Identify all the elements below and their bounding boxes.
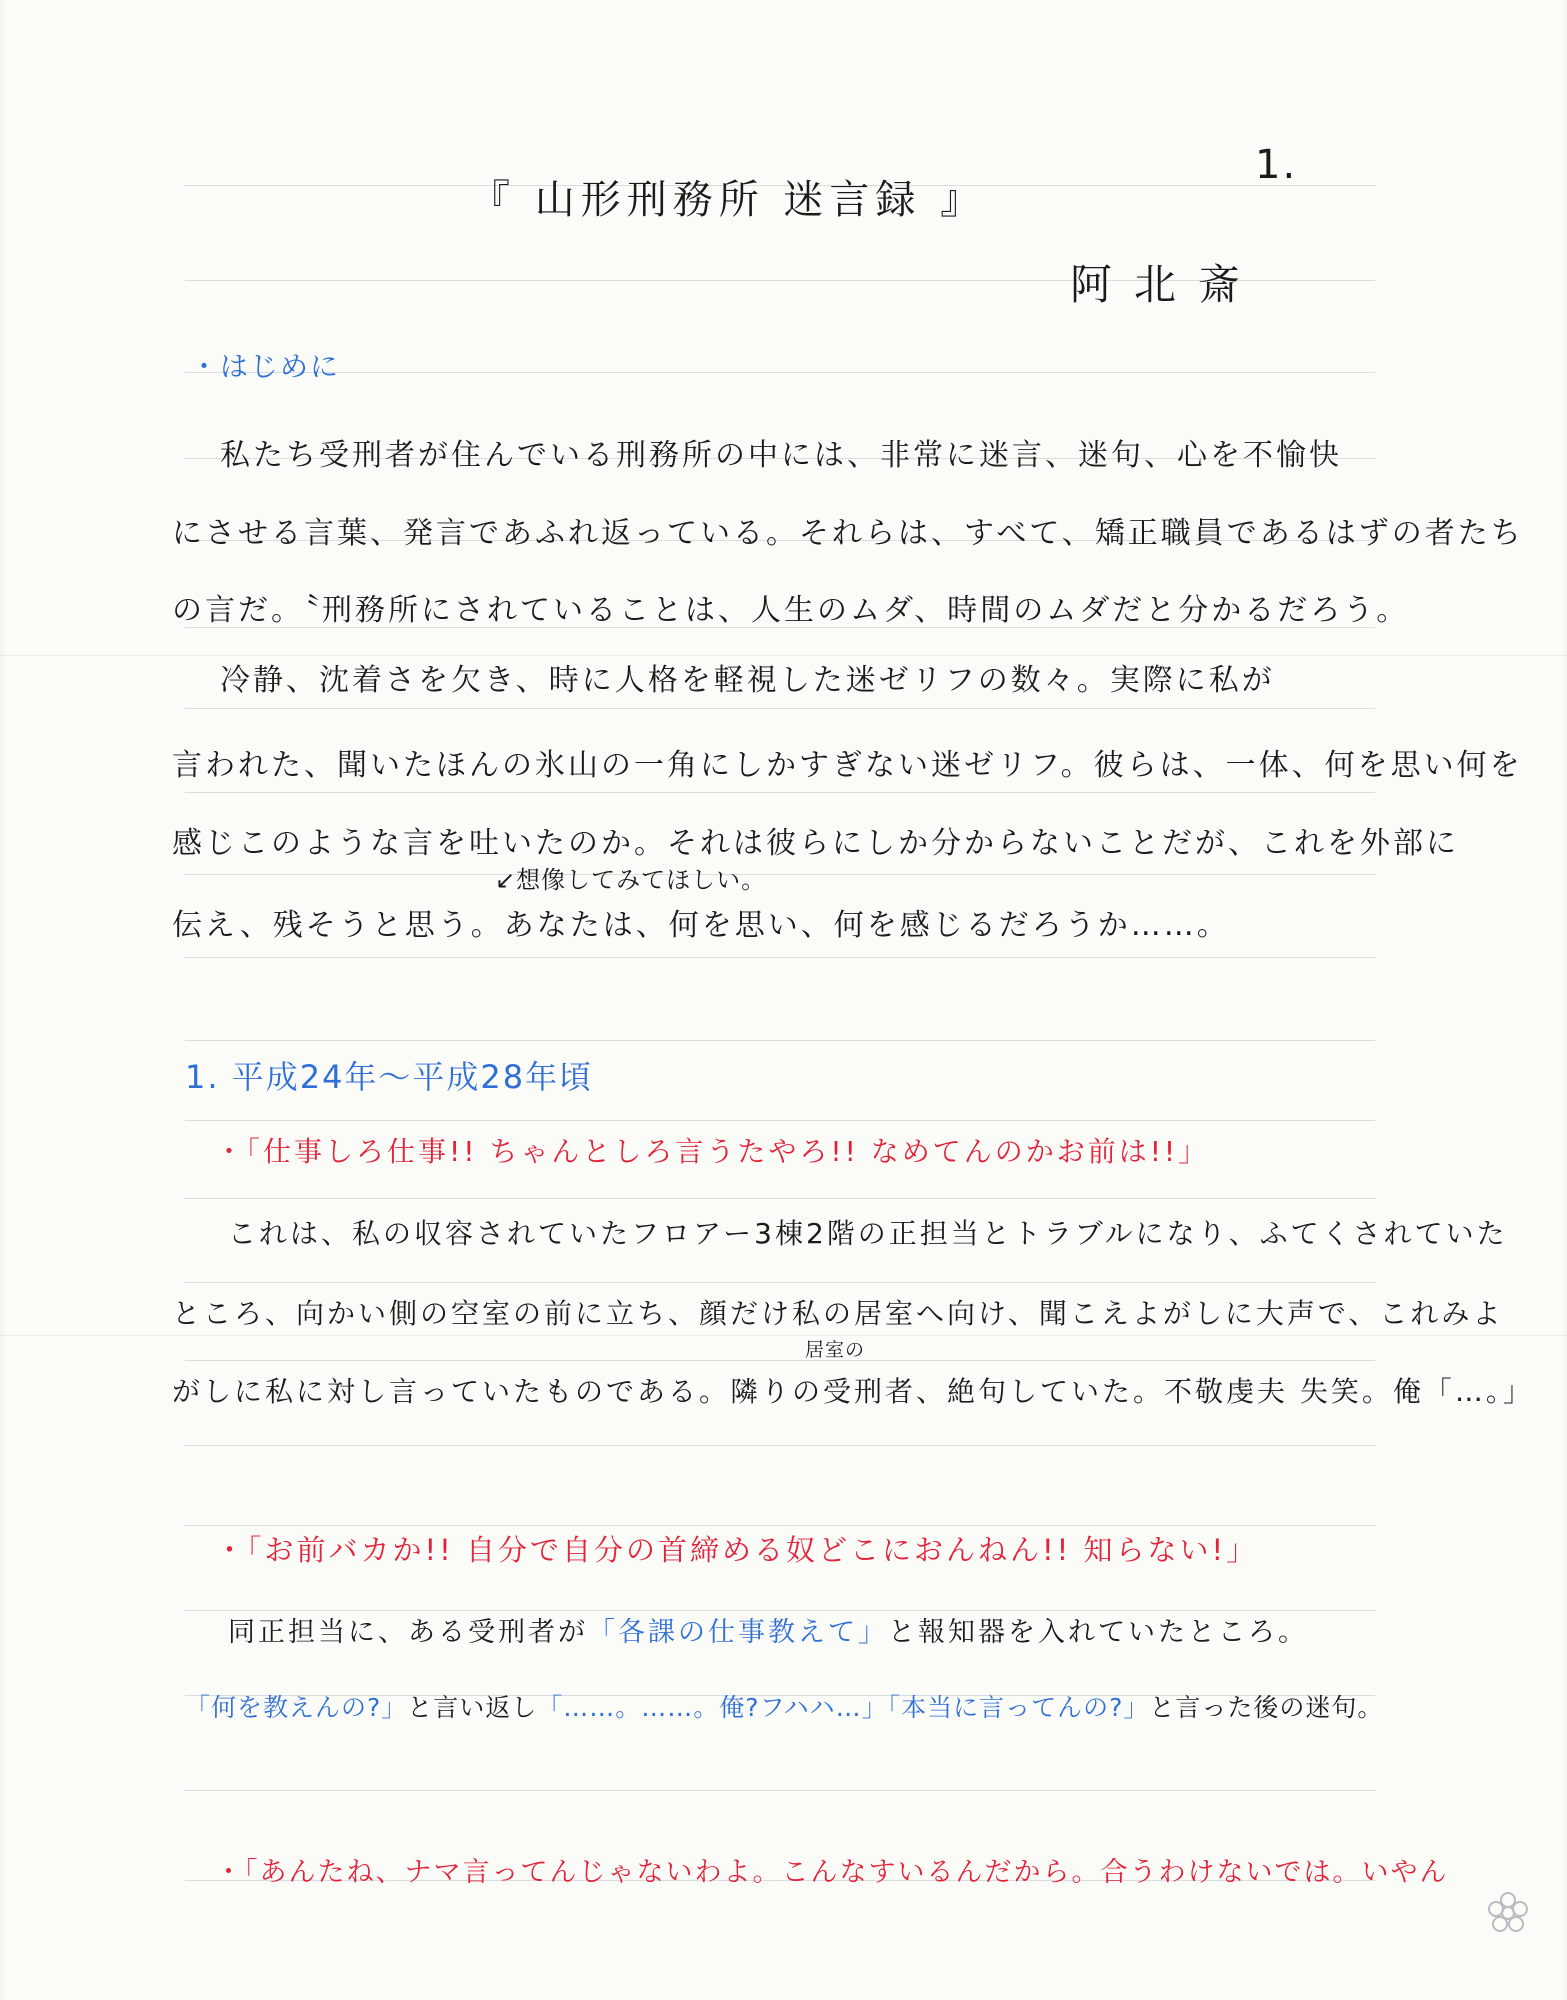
- quote-red: ・「あんたね、ナマ言ってんじゃないわよ。こんなすいるんだから。合うわけないでは。いやん: [215, 1857, 1449, 1888]
- mixed-line: [185, 1688, 1383, 1724]
- inserted-note: ↙想像してみてほしい。: [495, 866, 767, 894]
- body-text: 同正担当に、ある受刑者が: [228, 1617, 588, 1648]
- quote-red: ・「お前バカか!! 自分で自分の首締める奴どこにおんねん!! 知らない!」: [215, 1533, 1259, 1567]
- intro-line: にさせる言葉、発言であふれ返っている。それらは、すべて、矯正職員であるはずの者たち: [172, 516, 1524, 551]
- quote-red: ・「仕事しろ仕事!! ちゃんとしろ言うたやろ!! なめてんのかお前は!!」: [215, 1135, 1210, 1168]
- quote-blue: 「……。……。俺?フハハ…」: [537, 1693, 888, 1722]
- intro-line: 私たち受刑者が住んでいる刑務所の中には、非常に迷言、迷句、心を不愉快: [220, 438, 1342, 473]
- paper-fold-line: [0, 1335, 1567, 1336]
- intro-line: 言われた、聞いたほんの氷山の一角にしかすぎない迷ゼリフ。彼らは、一体、何を思い何を: [172, 748, 1523, 783]
- mixed-line: [228, 1610, 1308, 1649]
- author-name: 阿北斎: [1070, 260, 1263, 309]
- document-title: 『 山形刑務所 迷言録 』: [470, 177, 987, 223]
- intro-heading: ・はじめに: [190, 350, 341, 383]
- intro-line: 伝え、残そうと思う。あなたは、何を思い、何を感じるだろうか……。: [172, 908, 1230, 943]
- page-number: 1.: [1255, 142, 1298, 188]
- inserted-note: 居室の: [805, 1339, 866, 1361]
- quote-blue: 「本当に言ってんの?」: [887, 1693, 1150, 1722]
- body-text: と言い返し: [407, 1693, 538, 1722]
- quote-blue: 「何を教えんの?」: [185, 1693, 408, 1722]
- flower-stamp-icon: [1480, 1885, 1536, 1941]
- quote-blue: 「各課の仕事教えて」: [588, 1617, 888, 1648]
- intro-line: の言だ。〝刑務所にされていることは、人生のムダ、時間のムダだと分かるだろう。: [172, 593, 1410, 628]
- body-line: がしに私に対し言っていたものである。隣りの受刑者、絶句していた。不敬虔夫 失笑。俺「…。」: [172, 1375, 1534, 1408]
- intro-line: 感じこのような言を吐いたのか。それは彼らにしか分からないことだが、これを外部に: [172, 826, 1459, 861]
- body-text: と報知器を入れていたところ。: [888, 1617, 1308, 1648]
- intro-line: 冷静、沈着さを欠き、時に人格を軽視した迷ゼリフの数々。実際に私が: [220, 663, 1275, 698]
- section-heading: 1. 平成24年〜平成28年頃: [185, 1058, 594, 1096]
- body-line: ところ、向かい側の空室の前に立ち、顔だけ私の居室へ向け、聞こえよがしに大声で、これみよ: [172, 1297, 1504, 1330]
- body-text: と言った後の迷句。: [1149, 1693, 1384, 1722]
- body-line: これは、私の収容されていたフロアー3棟2階の正担当とトラブルになり、ふてくされていた: [228, 1217, 1508, 1250]
